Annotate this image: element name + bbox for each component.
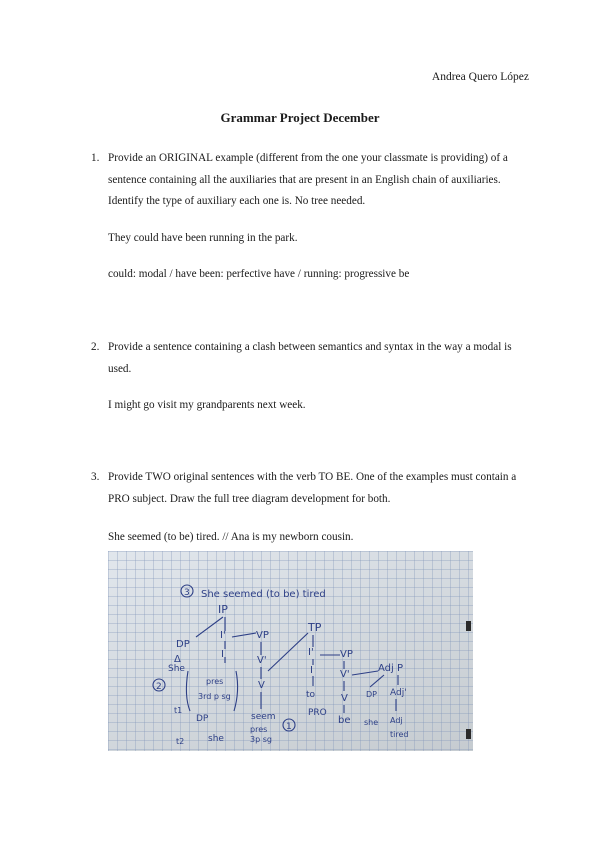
node-vp: VP <box>256 630 269 641</box>
node-vp-2: VP <box>340 649 353 660</box>
node-adjp: Adj P <box>378 663 403 674</box>
question-prompt: Provide an ORIGINAL example (different from the one your classmate is providing) of a sentence containing all the auxiliaries that are present in an English chain of auxiliaries. Identify the type of auxiliary each one is. No tree needed. <box>108 152 508 207</box>
trace-t2: t2 <box>176 737 185 746</box>
node-ibar-2: I' <box>308 647 314 658</box>
node-adj: Adj <box>390 716 403 725</box>
feature-agr: 3rd p sg <box>198 692 231 701</box>
question-number: 1. <box>91 152 100 164</box>
node-v: V <box>258 680 265 691</box>
question-number: 2. <box>91 341 100 353</box>
word-seem: seem <box>251 712 276 722</box>
feature-sg-2: 3p sg <box>250 735 272 744</box>
node-v-2: V <box>341 693 348 704</box>
branch-lines <box>225 633 256 663</box>
answer-2: I might go visit my grandparents next week. <box>108 399 306 411</box>
node-dp: DP <box>176 639 190 650</box>
node-ibar: I' <box>220 630 226 641</box>
mark-two: 2 <box>156 682 162 692</box>
question-2 <box>91 337 531 380</box>
branch-lines <box>313 655 340 665</box>
heading-number: 3 <box>184 588 190 598</box>
word-pro: PRO <box>308 708 327 718</box>
branch-lines <box>268 633 308 671</box>
author-name: Andrea Quero López <box>431 71 529 83</box>
mark-one: 1 <box>286 722 292 732</box>
question-prompt: Provide a sentence containing a clash between semantics and syntax in the way a modal is used. <box>108 341 512 375</box>
word-tired: tired <box>390 730 409 739</box>
branch-lines <box>370 675 398 687</box>
word-be: be <box>338 715 351 726</box>
binder-hole <box>466 621 471 631</box>
word-to: to <box>306 690 316 700</box>
feature-pres-2: pres <box>250 725 268 734</box>
trace-t1: t1 <box>174 706 183 715</box>
node-vbar-2: V' <box>340 669 350 680</box>
tree-diagram-photo <box>108 551 473 751</box>
binder-hole <box>466 729 471 739</box>
tree-diagram <box>108 551 473 751</box>
node-adjbar: Adj' <box>390 688 407 698</box>
node-i-2: I <box>310 665 313 676</box>
document-title: Grammar Project December <box>220 110 380 125</box>
node-i: I <box>221 649 224 660</box>
question-prompt: Provide TWO original sentences with the verb TO BE. One of the examples must contain a PRO subject. Draw the full tree diagram development for both. <box>108 471 517 505</box>
question-number: 3. <box>91 471 100 483</box>
word-she-3: she <box>364 718 379 727</box>
word-she-trace: she <box>208 734 224 744</box>
word-she: She <box>168 664 185 674</box>
feature-pres: pres <box>206 677 224 686</box>
node-vbar: V' <box>257 655 267 666</box>
answer-1b: could: modal / have been: perfective have / running: progressive be <box>108 268 410 280</box>
node-tp: TP <box>308 621 322 634</box>
node-dp-3: DP <box>366 690 377 699</box>
question-3 <box>91 467 531 510</box>
question-1 <box>91 148 531 213</box>
answer-1a: They could have been running in the park. <box>108 232 298 244</box>
node-ip: IP <box>218 603 228 616</box>
triangle-mark: Δ <box>174 654 181 665</box>
node-dp-trace: DP <box>196 714 209 724</box>
answer-3: She seemed (to be) tired. // Ana is my newborn cousin. <box>108 531 354 543</box>
tree-heading: She seemed (to be) tired <box>201 589 326 600</box>
